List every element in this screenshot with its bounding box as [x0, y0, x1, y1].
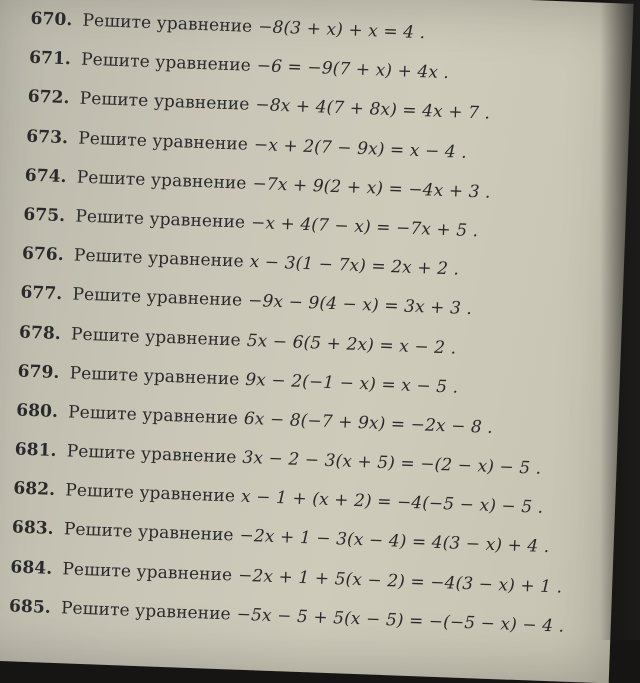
problem-number: 680.: [15, 400, 59, 422]
problem-instruction: Решите уравнение: [79, 88, 250, 116]
problem-number: 678.: [18, 322, 62, 344]
problem-number: 672.: [27, 87, 70, 109]
problem-equation: −2x + 1 + 5(x − 2) = −4(3 − x) + 1 .: [237, 565, 563, 598]
problem-number: 683.: [11, 517, 55, 540]
problem-equation: −5x − 5 + 5(x − 5) = −(−5 − x) − 4 .: [236, 604, 565, 637]
problem-instruction: Решите уравнение: [73, 245, 245, 272]
problem-equation: 5x − 6(5 + 2x) = x − 2 .: [246, 330, 457, 359]
problem-number: 671.: [28, 47, 72, 70]
problem-number: 682.: [13, 478, 56, 501]
problem-instruction: Решите уравнение: [66, 441, 237, 468]
problem-equation: x − 1 + (x + 2) = −4(−5 − x) − 5 .: [240, 487, 544, 519]
problem-instruction: Решите уравнение: [80, 49, 252, 77]
problem-equation: −6 = −9(7 + x) + 4x .: [256, 56, 450, 84]
problem-instruction: Решите уравнение: [75, 206, 246, 233]
problem-number: 681.: [14, 439, 57, 462]
problem-instruction: Решите уравнение: [69, 363, 240, 390]
problem-equation: −8(3 + x) + x = 4 .: [257, 17, 426, 44]
problem-equation: −9x − 9(4 − x) = 3x + 3 .: [247, 291, 473, 320]
problem-number: 677.: [20, 282, 63, 305]
problem-instruction: Решите уравнение: [76, 167, 247, 194]
problem-number: 673.: [25, 126, 69, 148]
problem-number: 674.: [24, 165, 68, 187]
problem-equation: −x + 2(7 − 9x) = x − 4 .: [253, 134, 468, 163]
problem-instruction: Решите уравнение: [70, 323, 242, 351]
problem-instruction: Решите уравнение: [60, 598, 232, 625]
problem-instruction: Решите уравнение: [62, 558, 233, 586]
problem-number: 685.: [8, 596, 52, 618]
problem-number: 679.: [17, 361, 60, 383]
problem-equation: 3x − 2 − 3(x + 5) = −(2 − x) − 5 .: [242, 447, 542, 479]
problem-instruction: Решите уравнение: [67, 402, 239, 429]
problem-equation: x − 3(1 − 7x) = 2x + 2 .: [249, 252, 460, 280]
problem-equation: −8x + 4(7 + 8x) = 4x + 7 .: [255, 95, 491, 125]
problem-list: [8, 0, 586, 647]
problem-equation: 6x − 8(−7 + 9x) = −2x − 8 .: [243, 408, 494, 438]
problem-number: 676.: [21, 243, 65, 266]
problem-number: 675.: [23, 204, 66, 227]
problem-instruction: Решите уравнение: [64, 480, 236, 507]
problem-instruction: Решите уравнение: [72, 284, 243, 311]
problem-equation: −7x + 9(2 + x) = −4x + 3 .: [252, 173, 491, 203]
problem-number: 670.: [30, 8, 73, 31]
problem-equation: −2x + 1 − 3(x − 4) = 4(3 − x) + 4 .: [239, 526, 550, 558]
problem-instruction: Решите уравнение: [77, 128, 249, 155]
problem-equation: 9x − 2(−1 − x) = x − 5 .: [244, 369, 459, 398]
problem-number: 684.: [10, 556, 53, 579]
problem-equation: −x + 4(7 − x) = −7x + 5 .: [250, 212, 479, 242]
problem-instruction: Решите уравнение: [63, 519, 234, 546]
problem-instruction: Решите уравнение: [82, 10, 253, 37]
